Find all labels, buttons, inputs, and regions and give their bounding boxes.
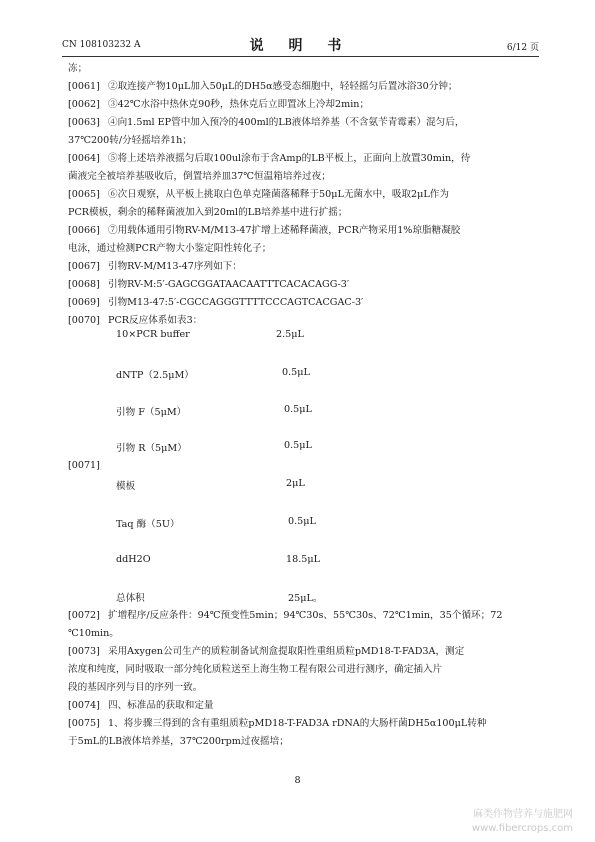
table-value: 0.5μL <box>284 404 312 415</box>
paragraph-number: [0065] <box>68 189 100 200</box>
paragraph-number: [0061] <box>68 81 100 92</box>
paragraph-number: [0073] <box>68 646 100 657</box>
watermark <box>472 808 573 836</box>
patent-number: CN 108103232 A <box>62 40 141 50</box>
document-title: 说 明 书 <box>249 38 352 54</box>
paragraph-0064-cont: 菌液完全被培养基吸收后，倒置培养皿37℃恒温箱培养过夜； <box>68 171 331 182</box>
table-row <box>116 478 356 492</box>
paragraph-text: ④向1.5ml EP管中加入预冷的400ml的LB液体培养基（不含氨苄青霉素）混匀后， <box>108 117 465 128</box>
paragraph-text: 四、标准品的获取和定量 <box>108 700 214 711</box>
paragraph-0065-cont: PCR模板，剩余的稀释菌液加入到20ml的LB培养基中进行扩摇； <box>68 207 348 218</box>
paragraph-text: 引物M13-47:5′-CGCCAGGGTTTTCCCAGTCACGAC-3′ <box>108 297 364 308</box>
table-value: 2μL <box>286 478 305 489</box>
paragraph-text: 采用Axygen公司生产的质粒制备试剂盒提取阳性重组质粒pMD18-T-FAD3A，测定 <box>108 646 465 657</box>
table-item: 10×PCR buffer <box>116 329 190 340</box>
table-value: 2.5μL <box>276 329 304 340</box>
paragraph-number: [0064] <box>68 153 100 164</box>
table-row <box>116 440 356 454</box>
paragraph-text: PCR反应体系如表3： <box>108 315 203 326</box>
paragraph-0075-cont: 于5mL的LB液体培养基，37℃200rpm过夜摇培； <box>68 736 289 747</box>
table-item: 引物 F（5μM） <box>116 407 187 418</box>
paragraph-text: 引物RV-M:5′-GAGCGGATAACAATTTCACACAGG-3′ <box>108 279 350 290</box>
page-number: 8 <box>294 775 301 786</box>
table-row <box>116 329 356 343</box>
watermark-line1: 麻类作物营养与施肥网 <box>473 809 573 820</box>
paragraph-text: ③42℃水浴中热休克90秒，热休克后立即置冰上冷却2min； <box>108 99 370 110</box>
table-row <box>116 404 356 418</box>
table-value: 0.5μL <box>288 516 316 527</box>
table-value: 18.5μL <box>286 554 320 565</box>
paragraph-number: [0074] <box>68 700 100 711</box>
paragraph-number: [0067] <box>68 261 100 272</box>
table-row <box>116 516 356 530</box>
table-value: 0.5μL <box>282 367 310 378</box>
table-item: dNTP（2.5μM） <box>116 370 194 381</box>
paragraph-0066-cont: 电泳，通过检测PCR产物大小鉴定阳性转化子； <box>68 243 272 254</box>
table-item: 模板 <box>116 481 136 492</box>
paragraph-number: [0062] <box>68 99 100 110</box>
paragraph-text: ②取连接产物10μL加入50μL的DH5α感受态细胞中，轻轻摇匀后置冰浴30分钟； <box>108 81 458 92</box>
paragraph-number: [0072] <box>68 610 100 621</box>
table-value: 0.5μL <box>284 440 312 451</box>
page-info: 6/12 页 <box>506 43 539 53</box>
paragraph-number: [0075] <box>68 718 100 729</box>
paragraph-0071-number: [0071] <box>68 460 100 471</box>
paragraph-0072-cont: ℃10min。 <box>68 628 119 639</box>
paragraph-number: [0063] <box>68 117 100 128</box>
paragraph-number: [0068] <box>68 279 100 290</box>
table-row <box>116 367 356 381</box>
table-row <box>116 590 356 604</box>
paragraph-text: 引物RV-M/M13-47序列如下： <box>108 261 242 272</box>
paragraph-text: ⑥次日观察，从平板上挑取白色单克隆菌落稀释于50μL无菌水中，吸取2μL作为 <box>108 189 449 200</box>
paragraph-text: ⑤将上述培养液摇匀后取100ul涂布于含Amp的LB平板上，正面向上放置30min，待 <box>108 153 471 164</box>
paragraph-number: [0069] <box>68 297 100 308</box>
paragraph-number: [0070] <box>68 315 100 326</box>
paragraph-0073-cont: 段的基因序列与目的序列一致。 <box>68 682 203 693</box>
paragraph-0073-cont: 浓度和纯度，同时吸取一部分纯化质粒送至上海生物工程有限公司进行测序，确定插入片 <box>68 664 443 675</box>
table-item: 总体积 <box>116 593 145 604</box>
paragraph-0063-cont: 37℃200转/分轻摇培养1h； <box>68 135 192 146</box>
paragraph-text: 扩增程序/反应条件：94℃预变性5min；94℃30s、55℃30s、72℃1min，35个循环；72 <box>108 610 503 621</box>
page-header <box>62 34 539 57</box>
paragraph-text: ⑦用载体通用引物RV-M/M13-47扩增上述稀释菌液，PCR产物采用1%琼脂糖凝胶 <box>108 225 461 236</box>
paragraph-number: [0066] <box>68 225 100 236</box>
table-item: Taq 酶（5U） <box>116 519 180 530</box>
table-row <box>116 554 356 568</box>
paragraph-text: 1、将步骤三得到的含有重组质粒pMD18-T-FAD3A rDNA的大肠杆菌DH5α100μL转种 <box>108 718 487 729</box>
continuation-text: 冻； <box>68 63 88 74</box>
table-item: ddH2O <box>116 554 151 565</box>
watermark-line2: www.fibercrops.com <box>471 823 573 834</box>
table-item: 引物 R（5μM） <box>116 443 187 454</box>
table-value: 25μL。 <box>288 593 323 604</box>
